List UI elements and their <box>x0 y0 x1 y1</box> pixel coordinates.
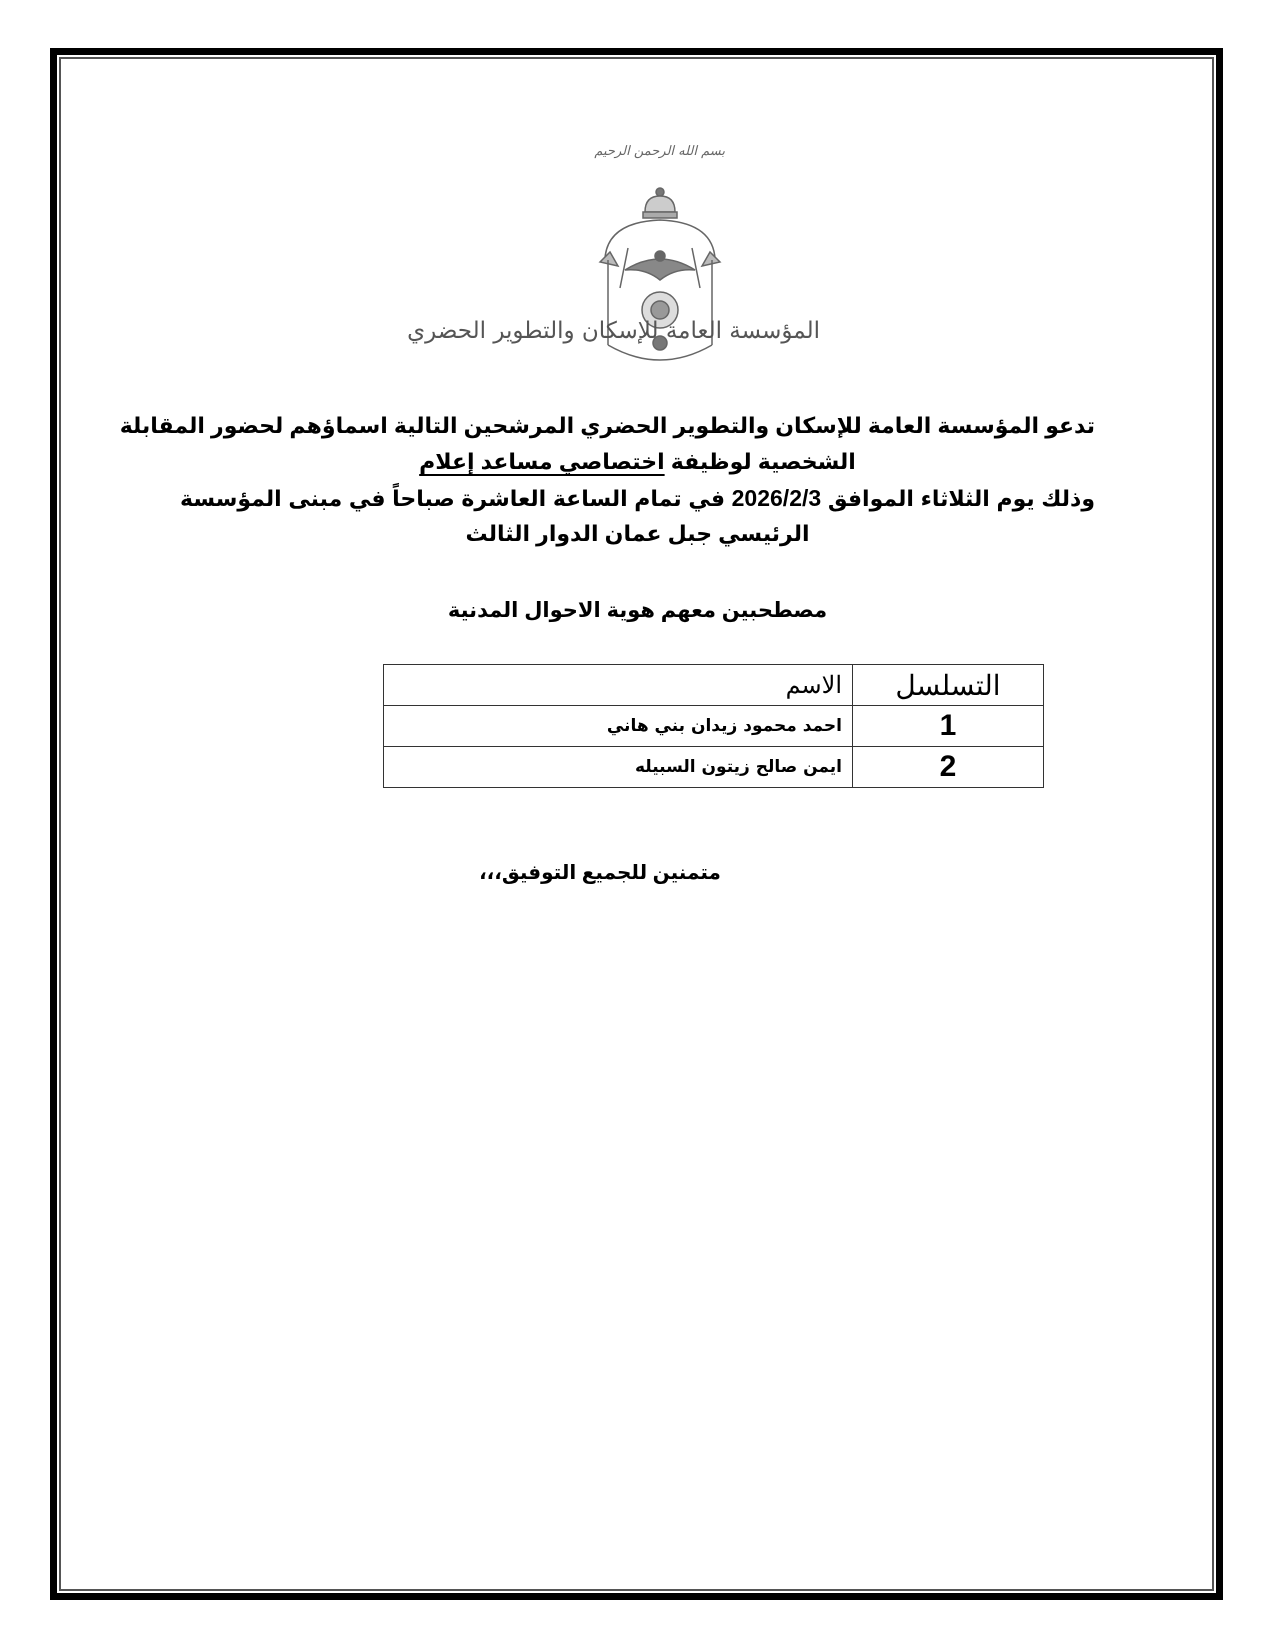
row-sequence: 1 <box>853 706 1044 747</box>
invitation-line-4: الرئيسي جبل عمان الدوار الثالث <box>465 521 810 546</box>
row-name: احمد محمود زيدان بني هاني <box>384 706 853 747</box>
eagle-icon <box>625 259 695 280</box>
invitation-line-3-suffix: في تمام الساعة العاشرة صباحاً في مبنى المؤسسة <box>180 486 732 511</box>
invitation-line-2-prefix: الشخصية لوظيفة <box>664 449 856 474</box>
invitation-line-3 <box>180 480 1095 517</box>
basmala-calligraphy: بسم الله الرحمن الرحيم <box>594 144 725 159</box>
table-header-row <box>384 665 1044 706</box>
crown-cross <box>656 188 664 196</box>
invitation-line-1: تدعو المؤسسة العامة للإسكان والتطوير الحضري المرشحين التالية اسماؤهم لحضور المقابلة <box>119 413 1095 438</box>
row-sequence: 2 <box>853 747 1044 788</box>
table-row <box>384 706 1044 747</box>
candidates-table <box>383 664 1044 788</box>
table-row <box>384 747 1044 788</box>
header-sequence: التسلسل <box>853 665 1044 706</box>
row-name: ايمن صالح زيتون السبيله <box>384 747 853 788</box>
header-name: الاسم <box>384 665 853 706</box>
closing-wishes: متمنين للجميع التوفيق،،، <box>479 862 721 884</box>
invitation-line-3-prefix: وذلك يوم الثلاثاء الموافق <box>821 486 1096 511</box>
interview-date: 2026/2/3 <box>731 485 822 511</box>
id-requirement-note: مصطحبين معهم هوية الاحوال المدنية <box>447 599 828 622</box>
organization-logo-text: المؤسسة العامة للإسكان والتطوير الحضري <box>407 318 820 344</box>
invitation-line-2 <box>180 444 1095 480</box>
job-title: اختصاصي مساعد إعلام <box>419 449 665 474</box>
crown-icon <box>645 196 675 212</box>
